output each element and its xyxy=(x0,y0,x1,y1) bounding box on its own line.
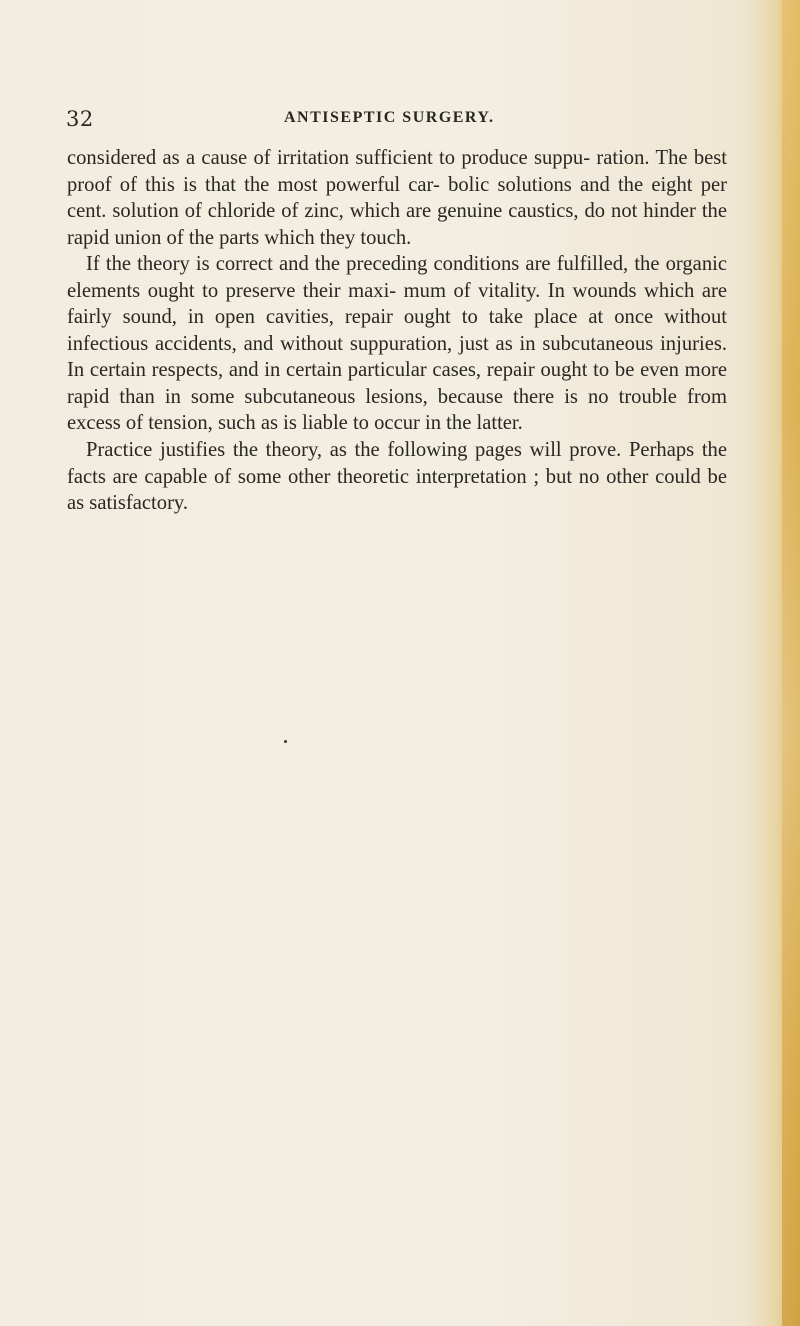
body-text xyxy=(67,145,727,517)
paragraph-2: If the theory is correct and the preceding conditions are fulfilled, the organic elements ought to preserve their maxi- mum of vitality. In wounds which are fairly sound, in open cavities, repair ought to take place at once without infectious accidents, and without suppuration, just as in subcutaneous injuries. In certain respects, and in certain particular cases, repair ought to be even more rapid than in some subcutaneous lesions, because there is no trouble from excess of tension, such as is liable to occur in the latter. xyxy=(67,253,727,435)
ink-speck xyxy=(284,740,287,743)
paragraph-1: considered as a cause of irritation sufficient to produce suppu- ration. The best proof of this is that the most powerful car- bolic solutions and the eight per cent. solution of chloride of zinc, which are genuine caustics, do not hinder the rapid union of the parts which they touch. xyxy=(67,147,727,249)
page-header xyxy=(66,107,726,133)
page-number: 32 xyxy=(66,107,94,131)
running-head: ANTISEPTIC SURGERY. xyxy=(284,109,495,126)
page-edge-shadow xyxy=(782,0,800,1326)
paragraph-3: Practice justifies the theory, as the following pages will prove. Perhaps the facts are capable of some other theoretic interpretation ; but no other could be as satisfactory. xyxy=(67,439,727,515)
